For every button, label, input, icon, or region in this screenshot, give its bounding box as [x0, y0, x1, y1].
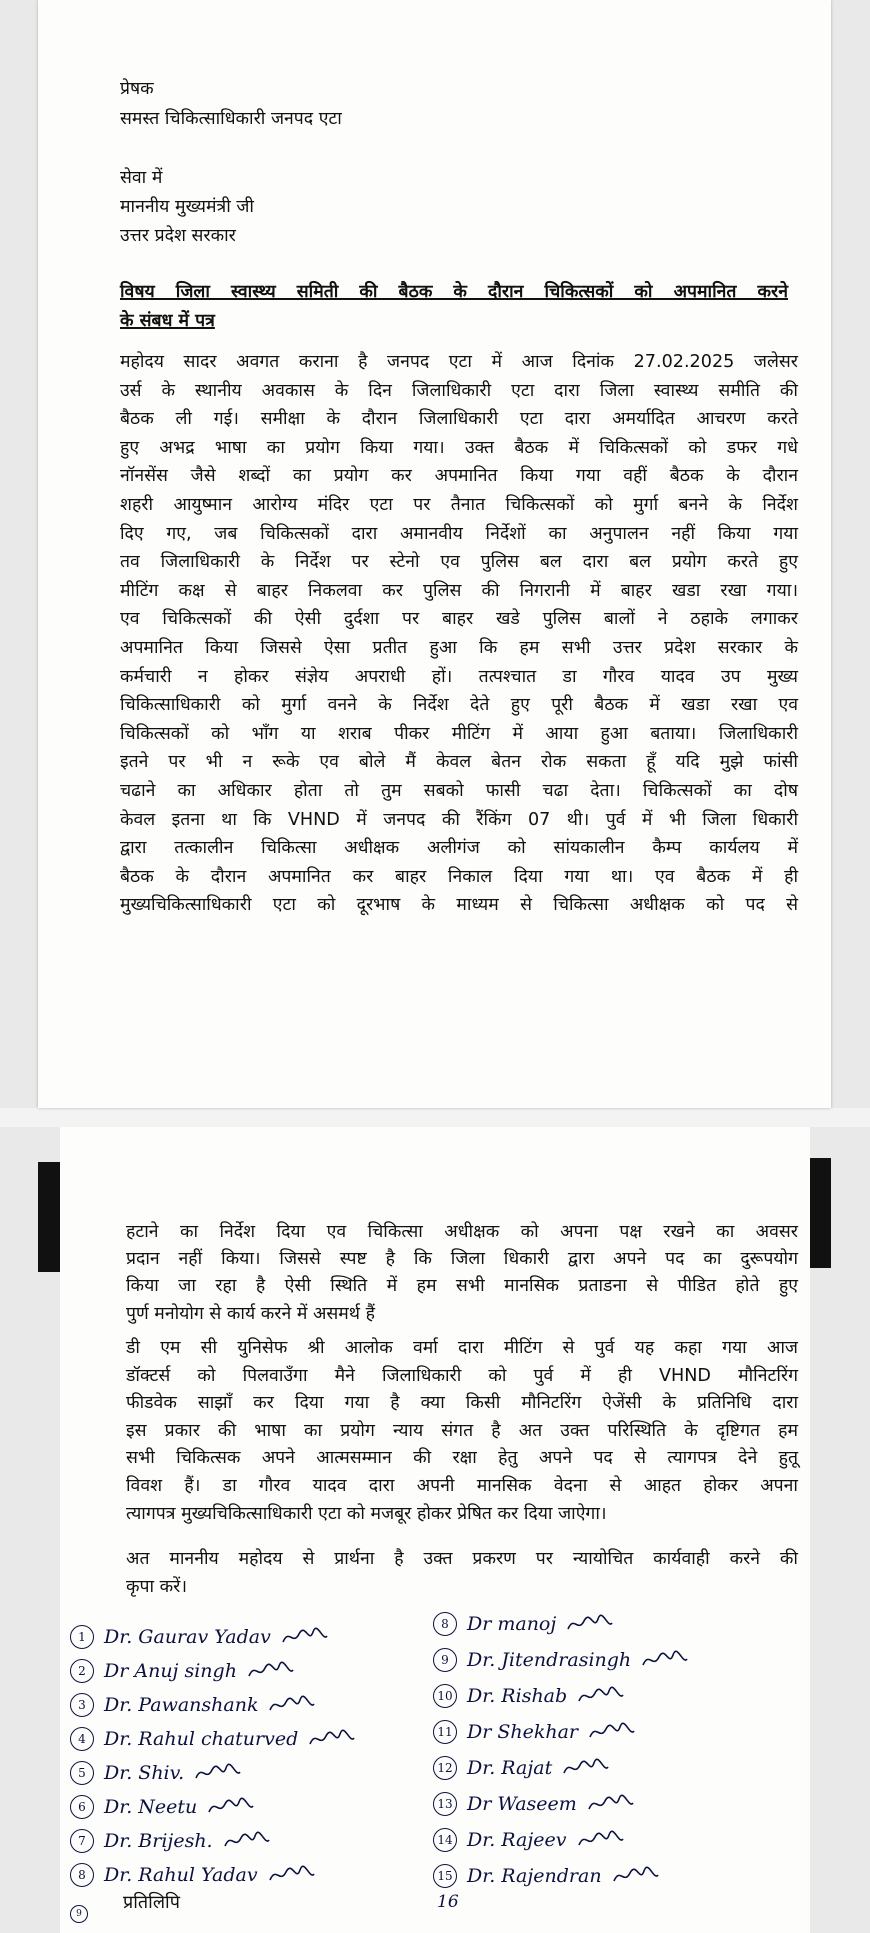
signatory-row	[70, 1824, 356, 1858]
sender-label: प्रेषक	[120, 79, 154, 99]
signatory-name: Dr. Jitendrasingh	[467, 1649, 632, 1671]
body-line: अपमानित किया जिससे ऐसा प्रतीत हुआ कि हम सभी उत्तर प्रदेश सरकार के	[120, 637, 798, 658]
body-line: शहरी आयुष्मान आरोग्य मंदिर एटा पर तैनात चिकित्सकों को मुर्गा बनने के निर्देश	[120, 494, 798, 515]
signature-scribble-icon	[207, 1796, 255, 1818]
body-line: बैठक ली गई। समीक्षा के दौरान जिलाधिकारी एटा दारा अमर्यादित आचरण करते	[120, 409, 798, 430]
signatories-right-column	[433, 1606, 689, 1894]
signatory-name: Dr manoj	[467, 1613, 557, 1635]
signatory-row	[70, 1790, 356, 1824]
signatory-name: Dr. Rajendran	[467, 1865, 602, 1887]
signatory-number: 9	[70, 1905, 88, 1923]
signatory-number: 5	[70, 1761, 94, 1785]
signatory-row	[433, 1714, 689, 1750]
body-line: एव चिकित्सकों की ऐसी दुर्दशा पर बाहर खडे पुलिस बालों ने ठहाके लगाकर	[120, 609, 798, 630]
signatory-number: 12	[433, 1756, 457, 1780]
body-line: त्यागपत्र मुख्यचिकित्साधिकारी एटा को मजबूर होकर प्रेषित कर दिया जाऐगा।	[126, 1503, 607, 1524]
signature-scribble-icon	[247, 1660, 295, 1682]
subject-block	[120, 278, 788, 336]
body-line: नॉनसेंस जैसे शब्दों का प्रयोग कर अपमानित किया गया वहीं बैठक के दौरान	[120, 466, 798, 487]
signatory-number: 2	[70, 1659, 94, 1683]
signatory-number: 1	[70, 1625, 94, 1649]
signatory-row	[70, 1688, 356, 1722]
signatory-number: 15	[433, 1864, 457, 1888]
body-line: दिए गए, जब चिकित्सकों दारा अमानवीय निर्देशों का अनुपालन नहीं किया गया	[120, 523, 798, 544]
signatory-row	[433, 1678, 689, 1714]
letter-body-page-2-para-3	[126, 1545, 798, 1601]
signature-scribble-icon	[194, 1762, 242, 1784]
signatory-name: Dr. Rahul chaturved	[104, 1728, 299, 1750]
signatory-name: Dr. Rajat	[467, 1757, 553, 1779]
body-line: किया जा रहा है ऐसी स्थिति में हम सभी मानसिक प्रताडना से पीडित होते हुए	[126, 1276, 798, 1297]
signatory-number: 4	[70, 1727, 94, 1751]
signatory-row	[70, 1620, 356, 1654]
signatory-extra-left	[70, 1899, 98, 1923]
signatory-row	[433, 1858, 689, 1894]
signatory-row	[70, 1654, 356, 1688]
body-line: केवल इतना था कि VHND में जनपद की रैंकिंग 07 थी। पुर्व में भी जिला धिकारी	[120, 809, 798, 830]
signature-scribble-icon	[577, 1685, 625, 1707]
body-line: चिकित्सकों को भॉंग या शराब पीकर मीटिंग में आया हुआ बताया। जिलाधिकारी	[120, 723, 798, 744]
letter-body-page-2-para-2	[126, 1335, 798, 1528]
subject-line-1: विषय जिला स्वास्थ्य समिती की बैठक के दौरान चिकित्सकों को अपमानित करने	[120, 282, 788, 302]
signatory-number: 6	[70, 1795, 94, 1819]
signatory-number: 10	[433, 1684, 457, 1708]
signature-scribble-icon	[562, 1757, 610, 1779]
body-line: बैठक के दौरान अपमानित कर बाहर निकाल दिया गया था। एव बैठक में ही	[120, 866, 798, 887]
signatory-name: Dr Shekhar	[467, 1721, 579, 1743]
body-line: हटाने का निर्देश दिया एव चिकित्सा अधीक्षक को अपना पक्ष रखने का अवसर	[126, 1222, 798, 1242]
signatory-name: Dr Waseem	[467, 1793, 577, 1815]
signatory-number: 3	[70, 1693, 94, 1717]
body-line: सभी चिकित्सक अपने आत्मसम्मान की रक्षा हेतु अपने पद से त्यागपत्र देने हुतू	[126, 1448, 798, 1469]
body-line: द्वारा तत्कालीन चिकित्सा अधीक्षक अलीगंज को सांयकालीन कैम्प कार्यलय में	[120, 838, 798, 859]
signatory-number: 7	[70, 1829, 94, 1853]
to-label: सेवा में	[120, 168, 163, 188]
signature-scribble-icon	[641, 1649, 689, 1671]
body-line: तव जिलाधिकारी के निर्देश पर स्टेनो एव पुलिस बल दारा बल प्रयोग करते हुए	[120, 552, 798, 573]
signatory-row	[433, 1642, 689, 1678]
signatory-name: Dr. Neetu	[104, 1796, 198, 1818]
signatory-row	[70, 1722, 356, 1756]
letter-body-page-1	[120, 348, 798, 920]
letter-page-1	[38, 0, 831, 1108]
letter-body-page-2-para-1	[126, 1219, 798, 1328]
body-line: अत माननीय महोदय से प्रार्थना है उक्त प्रकरण पर न्यायोचित कार्यवाही करने की	[126, 1549, 798, 1569]
signature-scribble-icon	[223, 1830, 271, 1852]
recipient-block	[120, 164, 254, 251]
signatory-row	[433, 1822, 689, 1858]
body-line: उर्स के स्थानीय अवकास के दिन जिलाधिकारी एटा दारा जिला स्वास्थ्य समीति की	[120, 380, 798, 401]
signatory-row	[433, 1606, 689, 1642]
signatory-row	[433, 1786, 689, 1822]
header-block	[120, 74, 342, 134]
body-line: डॉक्टर्स को पिलवाउँगा मैने जिलाधिकारी को पुर्व में ही VHND मौनिटरिंग	[126, 1365, 798, 1386]
body-line: कर्मचारी न होकर संज्ञेय अपराधी हों। तत्पश्चात डा गौरव यादव उप मुख्य	[120, 666, 798, 687]
body-line: इस प्रकार की भाषा का प्रयोग न्याय संगत है अत उक्त परिस्थिति के दृष्टिगत हम	[126, 1420, 798, 1441]
signature-scribble-icon	[587, 1793, 635, 1815]
signatory-name: Dr. Rishab	[467, 1685, 568, 1707]
signatory-name: Dr. Brijesh.	[104, 1830, 213, 1852]
body-line: कृपा करें।	[126, 1577, 188, 1597]
signatory-number: 13	[433, 1792, 457, 1816]
recipient-line-2: उत्तर प्रदेश सरकार	[120, 226, 236, 246]
signatory-number: 11	[433, 1720, 457, 1744]
body-line: पुर्ण मनोयोग से कार्य करने में असमर्थ हैं	[126, 1303, 375, 1324]
sender-name: समस्त चिकित्साधिकारी जनपद एटा	[120, 109, 342, 129]
signature-scribble-icon	[612, 1865, 660, 1887]
signatory-number: 8	[433, 1612, 457, 1636]
body-line: महोदय सादर अवगत कराना है जनपद एटा में आज दिनांक 27.02.2025 जलेसर	[120, 352, 798, 372]
signature-scribble-icon	[268, 1694, 316, 1716]
body-line: चिकित्साधिकारी को मुर्गा वनने के निर्देश देते हुए पूरी बैठक में खडा रखा एव	[120, 695, 798, 716]
signature-scribble-icon	[588, 1721, 636, 1743]
recipient-line-1: माननीय मुख्यमंत्री जी	[120, 197, 254, 217]
signature-scribble-icon	[281, 1626, 329, 1648]
body-line: इतने पर भी न रूके एव बोले मैं केवल बेतन रोक सकता हूँ यदि मुझे फांसी	[120, 752, 798, 773]
signatory-row	[70, 1756, 356, 1790]
signature-scribble-icon	[268, 1864, 316, 1886]
body-line: प्रदान नहीं किया। जिससे स्पष्ट है कि जिला धिकारी द्वारा अपने पद का दुरूपयोग	[126, 1249, 798, 1270]
copy-label: प्रतिलिपि	[123, 1892, 180, 1913]
signatory-name: Dr Anuj singh	[104, 1660, 237, 1682]
body-line: हुए अभद्र भाषा का प्रयोग किया गया। उक्त बैठक में चिकित्सकों को डफर गधे	[120, 437, 798, 458]
body-line: फीडवेक साझॉं कर दिया गया है क्या किसी मौनिटरिंग ऐजेंसी के प्रतिनिधि दारा	[126, 1393, 798, 1414]
signatory-row	[70, 1858, 356, 1892]
signatory-name: Dr. Pawanshank	[104, 1694, 259, 1716]
signature-scribble-icon	[566, 1613, 614, 1635]
signatory-number: 8	[70, 1863, 94, 1887]
body-line: मीटिंग कक्ष से बाहर निकलवा कर पुलिस की निगरानी में बाहर खडा रखा गया।	[120, 580, 798, 601]
signatory-name: Dr. Rahul Yadav	[104, 1864, 258, 1886]
signatories-left-column	[70, 1620, 356, 1892]
body-line: चढाने का अधिकार होता तो तुम सबको फासी चढा देता। चिकित्सकों का दोष	[120, 780, 798, 801]
signatory-row	[433, 1750, 689, 1786]
signature-scribble-icon	[577, 1829, 625, 1851]
signatory-number: 14	[433, 1828, 457, 1852]
body-line: मुख्यचिकित्साधिकारी एटा को दूरभाष के माध्यम से चिकित्सा अधीक्षक को पद से	[120, 895, 798, 916]
page-gap	[0, 1108, 870, 1127]
signatory-number: 9	[433, 1648, 457, 1672]
signatory-extra-right: 16	[437, 1892, 459, 1912]
body-line: डी एम सी युनिसेफ श्री आलोक वर्मा दारा मीटिंग से पुर्व यह कहा गया आज	[126, 1338, 798, 1358]
signatory-name: Dr. Gaurav Yadav	[104, 1626, 271, 1648]
signatory-name: Dr. Rajeev	[467, 1829, 567, 1851]
signature-scribble-icon	[308, 1728, 356, 1750]
body-line: विवश हैं। डा गौरव यादव दारा अपनी मानसिक वेदना से आहत होकर अपना	[126, 1475, 798, 1496]
subject-line-2: के संबध में पत्र	[120, 311, 215, 331]
signatory-name: Dr. Shiv.	[104, 1762, 185, 1784]
